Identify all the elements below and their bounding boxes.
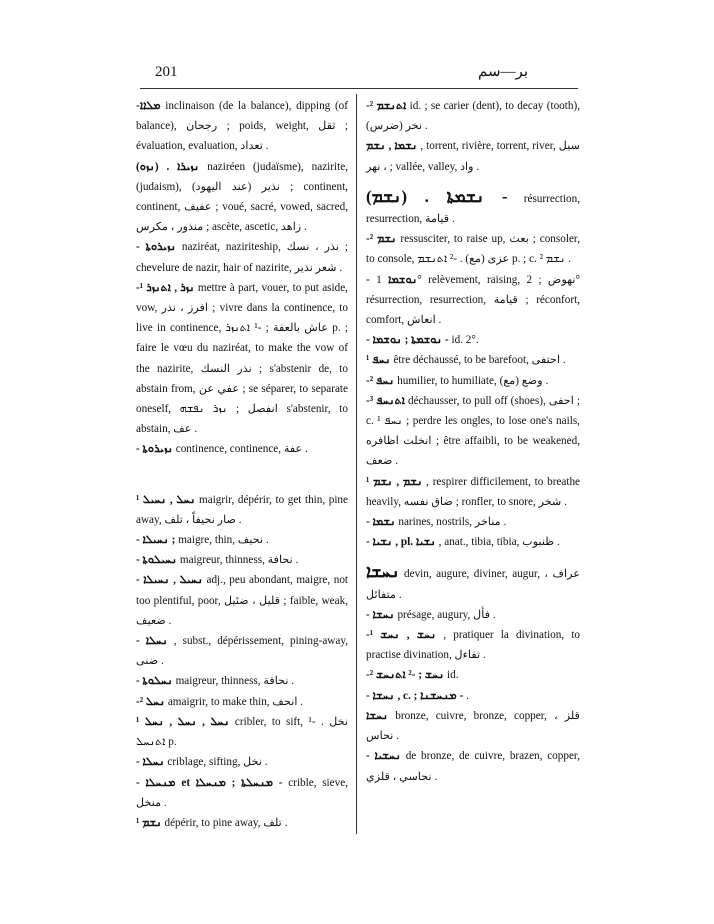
entry-headword: - ܢܫܝܐ , pl. ܢܫܝܐ bbox=[366, 536, 436, 549]
entry-definition: maigreur, thinness, نحافة . bbox=[175, 675, 295, 688]
entry-definition: ressusciter, to raise up, بعث ; consoler, to console, عزى (مع) . -² ܐܬܢܫܡ p. ; c. ² ܢܫܡ . bbox=[366, 233, 580, 266]
entry-headword: -¹ ܢܙܪ , ܐܬܢܙܪ bbox=[136, 281, 195, 294]
dictionary-entry bbox=[366, 532, 580, 552]
entry-headword: - ܢܚܠܐ bbox=[136, 635, 168, 648]
running-head: بر—سم bbox=[478, 64, 529, 80]
entry-definition: inclinaison (de la balance), dipping (of balance), رجحان ; poids, weight, ثقل ; évaluation, evaluation, تعداد . bbox=[136, 100, 348, 153]
entry-headword: (ܢܫܡ) . ܢܫܡܬܐ - bbox=[366, 186, 508, 206]
left-column bbox=[136, 96, 348, 833]
section-gap bbox=[366, 177, 580, 187]
entry-definition: présage, augury, فأل . bbox=[397, 608, 496, 621]
entry-headword: -² ܢܚܦ bbox=[366, 374, 395, 387]
entry-definition: , torrent, rivière, torrent, river, سيل ، نهر ; vallée, valley, واد . bbox=[366, 140, 580, 173]
entry-headword: ¹ ܢܚܠ , ܢܚܝܠ bbox=[136, 493, 196, 506]
dictionary-entry bbox=[366, 391, 580, 472]
dictionary-entry bbox=[366, 371, 580, 391]
entry-headword: -² ܢܚܠ bbox=[136, 695, 166, 708]
entry-headword: -¹ ܢܚܫ , ܢܚܫ bbox=[366, 629, 437, 642]
entry-definition: . bbox=[466, 689, 469, 702]
entry-definition: cribler, to sift, نخل . -¹ ܐܬܢܚܠ p. bbox=[136, 715, 348, 749]
entry-headword: - ܡܢܚܠܐ et ܡܢܚܠܬܐ ; ܡܢܚܠܐ - bbox=[136, 776, 283, 789]
entry-definition: maigre, thin, نحيف . bbox=[178, 534, 269, 547]
entry-definition: continence, continence, عفة . bbox=[175, 443, 308, 456]
entry-definition: criblage, sifting, نخل . bbox=[167, 756, 268, 769]
entry-definition: devin, augure, diviner, augur, عراف ، متفائل . bbox=[366, 568, 580, 601]
dictionary-entry bbox=[136, 439, 348, 459]
dictionary-entry bbox=[136, 530, 348, 550]
dictionary-entry bbox=[136, 237, 348, 277]
entry-definition: résurrection, resurrection, قيامة . bbox=[366, 192, 580, 226]
entry-definition: , respirer difficilement, to breathe heavily, ضاق نفسه ; ronfler, to snore, شخر . bbox=[366, 475, 581, 508]
entry-definition: de bronze, de cuivre, brazen, copper, نحاسي ، قلزي . bbox=[366, 750, 580, 783]
dictionary-entry bbox=[136, 631, 348, 671]
entry-headword: (ܢܙܘ) . ܢܙܝܪܐ bbox=[136, 160, 200, 173]
entry-headword: - ܢܫܡܐ bbox=[366, 516, 396, 529]
entry-definition: , anat., tibia, tibia, ظنبوب . bbox=[438, 536, 560, 549]
dictionary-entry bbox=[136, 490, 348, 530]
entry-headword: -ܡܠܐܐ bbox=[136, 100, 161, 112]
dictionary-entry bbox=[366, 330, 580, 350]
entry-headword: - ܢܚܫܐ , c. ; ܡܢܚܫܢܐ - bbox=[366, 689, 464, 702]
entry-definition: naziréen (judaïsme), nazirite, (judaism), نذير (عند اليهود) ; continent, continent, عفيف ; voué, sacré, vowed, sacred, منذور ، مكرس ; ascète, ascetic, زاهد . bbox=[136, 160, 348, 234]
entry-headword: - ܢܚܝܠܐ ; bbox=[136, 534, 176, 547]
column-divider bbox=[356, 94, 357, 834]
dictionary-entry bbox=[366, 270, 580, 331]
entry-definition: id. 2°. bbox=[451, 334, 479, 347]
entry-headword: ¹ ܢܫܡ bbox=[136, 816, 162, 829]
entry-headword: ܢܫܡܐ , ܢܫܡ bbox=[366, 140, 418, 153]
dictionary-entry bbox=[366, 746, 580, 786]
dictionary-entry bbox=[136, 671, 348, 691]
entry-definition: , subst., dépérissement, pining-away, ضنى . bbox=[136, 635, 349, 668]
entry-headword: - ܢܙܝܪܘܬܐ bbox=[136, 241, 177, 254]
page-number: 201 bbox=[155, 64, 178, 80]
dictionary-entry bbox=[366, 472, 580, 512]
right-column bbox=[366, 96, 580, 787]
entry-definition: bronze, cuivre, bronze, copper, قلز ، نحاس . bbox=[366, 709, 580, 743]
entry-headword: - ܢܙܝܪܘܬܐ bbox=[136, 443, 173, 456]
dictionary-entry bbox=[366, 625, 580, 665]
entry-definition: être déchaussé, to be barefoot, احتفى . bbox=[393, 354, 566, 367]
entry-definition: mettre à part, vouer, to put aside, vow, افرز ، نذر ; vivre dans la continence, to live in continence, عاش بالعفة ; -¹ ܐܬܢܙܪ p. ; faire le vœu du naziréat, to make the vow of the nazirite, نذر النسك ; s'abstenir de, to abstain from, عفي عن ; se séparer, to separate oneself, انفصل ; ܢܙܪ ܢܦܫܗ s'abstenir, to abstain, عف . bbox=[136, 281, 349, 436]
entry-definition: id. ; se carier (dent), to decay (tooth), نخر (ضرس) . bbox=[366, 100, 580, 133]
entry-headword: ¹ ܢܚܠ , ܢܚܠ , ܢܚܠ bbox=[136, 715, 230, 728]
entry-definition: naziréat, naziriteship, نذر ، نسك ; chevelure de nazir, hair of nazirite, شعر نذير . bbox=[136, 241, 348, 274]
dictionary-entry bbox=[366, 229, 580, 269]
entry-definition: id. bbox=[447, 669, 459, 682]
dictionary-entry bbox=[136, 96, 348, 157]
dictionary-entry bbox=[136, 278, 348, 440]
entry-definition: narines, nostrils, مناخر . bbox=[398, 516, 507, 529]
entry-definition: adj., peu abondant, maigre, not too plentiful, poor, قليل ، ضئيل ; faible, weak, ضعيف . bbox=[136, 574, 349, 627]
entry-headword: ¹ ܢܫܡ , ܢܫܡ bbox=[366, 475, 423, 488]
entry-headword: - ܢܚܠܐ bbox=[136, 756, 165, 769]
entry-headword: -² ܢܚܫ ; -² ܐܬܢܚܫ bbox=[366, 669, 445, 682]
dictionary-entry bbox=[366, 136, 580, 176]
entry-definition: crible, sieve, منخل . bbox=[136, 776, 348, 809]
dictionary-entry bbox=[366, 187, 580, 229]
dictionary-entry bbox=[366, 350, 580, 370]
entry-headword: - ܢܚܝܠ , ܢܚܝܠܐ bbox=[136, 574, 203, 587]
dictionary-entry bbox=[366, 665, 580, 685]
dictionary-entry bbox=[366, 706, 580, 746]
dictionary-entry bbox=[136, 157, 348, 238]
entry-headword: ܢܚܫܐ bbox=[366, 709, 389, 722]
dictionary-entry bbox=[136, 692, 348, 712]
entry-definition: 1° relèvement, raising, نهوض ; 2° résurrection, resurrection, قيامة ; réconfort, comfort, انعاش . bbox=[366, 273, 580, 327]
dictionary-entry bbox=[366, 96, 580, 136]
entry-definition: amaigrir, to make thin, انحف . bbox=[167, 695, 304, 708]
dictionary-entry bbox=[366, 562, 580, 604]
entry-headword: ¹ ܢܚܦ bbox=[366, 354, 391, 367]
entry-headword: -² ܐܬܢܫܡ bbox=[366, 100, 407, 112]
dictionary-entry bbox=[136, 773, 348, 813]
entry-headword: -² ܢܫܡ bbox=[366, 233, 397, 246]
header-rule bbox=[140, 88, 578, 89]
entry-headword: - ܢܘܫܡܬܐ ; ܢܘܫܡܐ - bbox=[366, 334, 449, 347]
dictionary-entry bbox=[366, 686, 580, 706]
entry-definition: déchausser, to pull off (shoes), احفى ; c. ¹ ܢܚܦ ; perdre les ongles, to lose one's nails, انخلت اظافره ; être affaibli, to be weakened, ضعف . bbox=[366, 394, 581, 468]
dictionary-entry bbox=[366, 512, 580, 532]
dictionary-entry bbox=[136, 570, 348, 631]
entry-definition: dépérir, to pine away, تلف . bbox=[164, 816, 288, 829]
dictionary-entry bbox=[366, 605, 580, 625]
entry-definition: humilier, to humiliate, وضع (مع) . bbox=[397, 374, 549, 387]
entry-headword: - ܢܘܫܡܐ bbox=[366, 273, 418, 286]
section-gap bbox=[366, 552, 580, 562]
dictionary-entry bbox=[136, 712, 348, 752]
entry-headword: - ܢܚܫܝܐ bbox=[366, 750, 401, 763]
entry-definition: maigrir, dépérir, to get thin, pine away, صار نحيفاً ، تلف . bbox=[136, 493, 348, 526]
entry-headword: - ܢܚܝܠܘܬܐ bbox=[136, 554, 178, 567]
entry-definition: maigreur, thinness, نحافة . bbox=[179, 554, 299, 567]
entry-headword: - ܢܚܫܐ bbox=[366, 608, 395, 621]
dictionary-entry bbox=[136, 752, 348, 772]
entry-definition: , pratiquer la divination, to practise divination, تفاءل . bbox=[366, 629, 581, 662]
dictionary-entry bbox=[136, 813, 348, 833]
entry-headword: -³ ܐܬܢܚܦ bbox=[366, 394, 405, 407]
entry-headword: - ܢܚܠܘܬܐ bbox=[136, 675, 173, 688]
section-gap bbox=[136, 460, 348, 490]
dictionary-entry bbox=[136, 550, 348, 570]
entry-headword: ܢܚܫܐ bbox=[366, 562, 400, 582]
